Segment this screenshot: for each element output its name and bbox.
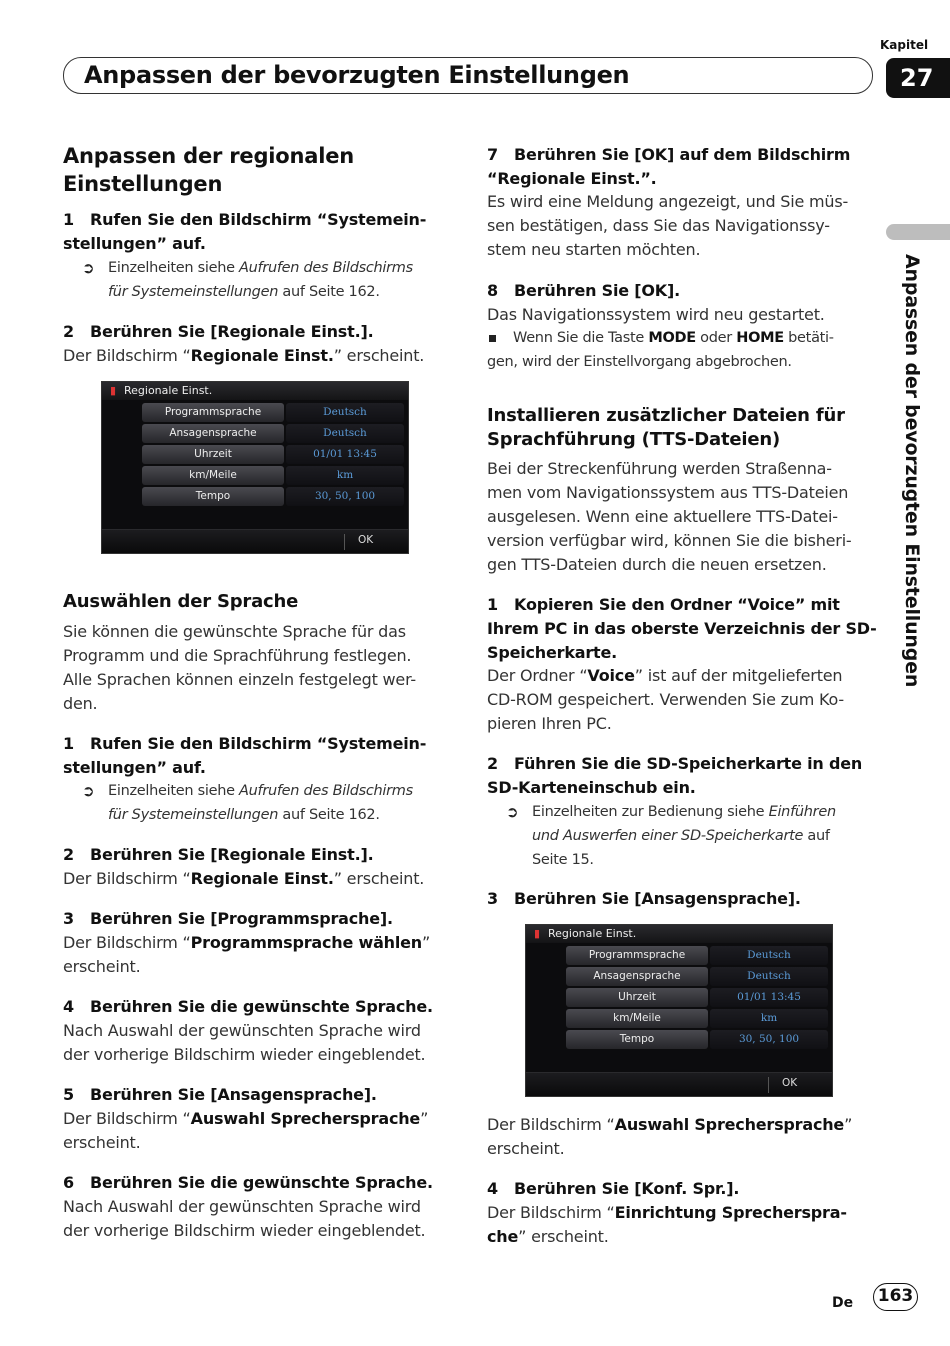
text: Der Ordner “	[487, 666, 588, 685]
setting-value: km	[286, 466, 404, 485]
text-line: Programm und die Sprachführung festlegen.	[63, 646, 412, 665]
note-text: Einzelheiten siehe	[108, 783, 240, 799]
arrow-icon: ➲	[82, 259, 95, 277]
note-text-end: auf Seite 162.	[278, 807, 380, 823]
tts-step-2-line2: SD-Karteneinschub ein.	[487, 778, 696, 797]
setting-row[interactable]	[142, 487, 404, 506]
lang-step-4-body	[63, 1019, 458, 1067]
setting-value: Deutsch	[710, 967, 828, 986]
text: ” erscheint.	[333, 346, 425, 365]
setting-label[interactable]: Uhrzeit	[566, 988, 708, 1007]
text: ” erscheint.	[333, 869, 425, 888]
page-title-bar	[63, 57, 873, 94]
text: Der Bildschirm “	[63, 869, 191, 888]
lang-step-1-note	[63, 779, 458, 827]
step-7-line1: 7 Berühren Sie [OK] auf dem Bildschirm	[487, 145, 851, 164]
setting-label[interactable]: Tempo	[142, 487, 284, 506]
note-text: betäti-	[783, 330, 834, 346]
text-line: den.	[63, 694, 98, 713]
lang-step-3-body	[63, 931, 458, 979]
tts-intro	[487, 457, 879, 577]
text: Der Bildschirm “	[63, 1109, 191, 1128]
setting-row[interactable]	[142, 403, 404, 422]
device-screen-regional-2	[525, 924, 833, 1097]
tts-step-1-body	[487, 664, 879, 736]
screen-name-cont: che	[487, 1227, 519, 1246]
note-text: Wenn Sie die Taste	[513, 330, 649, 346]
side-chapter-label: Anpassen der bevorzugten Einstellungen	[901, 254, 923, 688]
setting-label[interactable]: km/Meile	[566, 1009, 708, 1028]
step-2-heading: 2 Berühren Sie [Regionale Einst.].	[63, 322, 374, 341]
screen-name: Auswahl Sprechersprache	[614, 1115, 845, 1134]
device-screen-regional-1	[101, 381, 409, 554]
screen-name: Auswahl Sprechersprache	[190, 1109, 421, 1128]
setting-row[interactable]	[566, 988, 828, 1007]
page-number: 163	[873, 1283, 918, 1311]
heading-select-language: Auswählen der Sprache	[63, 591, 299, 612]
tts-step-4-heading: 4 Berühren Sie [Konf. Spr.].	[487, 1179, 740, 1198]
screen-name: Regionale Einst.	[190, 346, 334, 365]
setting-label[interactable]: Programmsprache	[566, 946, 708, 965]
text: ” ist auf der mitgelieferten	[634, 666, 843, 685]
tts-step-1-line3: Speicherkarte.	[487, 643, 618, 662]
lang-step-5-body	[63, 1107, 458, 1155]
setting-row[interactable]	[142, 466, 404, 485]
tts-step-1-line1: 1 Kopieren Sie den Ordner “Voice” mit	[487, 595, 840, 614]
step-8-heading: 8 Berühren Sie [OK].	[487, 281, 680, 300]
step-7-body	[487, 190, 879, 262]
screen-bottom-bar	[526, 1072, 832, 1096]
divider	[768, 1077, 769, 1093]
text-line: men vom Navigationssystem aus TTS-Dateien	[487, 483, 849, 502]
text-line: Nach Auswahl der gewünschten Sprache wird	[63, 1021, 421, 1040]
setting-value: km	[710, 1009, 828, 1028]
tts-step-2-line1: 2 Führen Sie die SD-Speicherkarte in den	[487, 754, 863, 773]
text: ”	[844, 1115, 853, 1134]
screen-name: Programmsprache wählen	[190, 933, 422, 952]
arrow-icon: ➲	[506, 803, 519, 821]
text-line: CD-ROM gespeichert. Verwenden Sie zum Ko-	[487, 690, 844, 709]
text: erscheint.	[63, 957, 141, 976]
heading-line: Installieren zusätzlicher Dateien für	[487, 405, 845, 426]
setting-value: Deutsch	[286, 424, 404, 443]
tts-step-4-body	[487, 1201, 879, 1249]
setting-value: 01/01 13:45	[286, 445, 404, 464]
text: ” erscheint.	[518, 1227, 609, 1246]
reference-link-cont[interactable]: für Systemeinstellungen	[108, 284, 279, 300]
screen-titlebar	[102, 382, 408, 400]
lang-step-6-body	[63, 1195, 458, 1243]
text-line: version verfügbar wird, können Sie die bisheri-	[487, 531, 852, 550]
text-line: stem neu starten möchten.	[487, 240, 701, 259]
lang-step-6-heading: 6 Berühren Sie die gewünschte Sprache.	[63, 1173, 433, 1192]
reference-link[interactable]: Einführen	[768, 804, 836, 820]
text-line: sen bestätigen, dass Sie das Navigationssy-	[487, 216, 830, 235]
reference-link-cont[interactable]: für Systemeinstellungen	[108, 807, 279, 823]
language-code: De	[832, 1295, 854, 1311]
screen-name: Regionale Einst.	[190, 869, 334, 888]
lang-step-1-line2: stellungen” auf.	[63, 758, 206, 777]
reference-link[interactable]: Aufrufen des Bildschirms	[239, 260, 413, 276]
step-1-heading-line1: 1 Rufen Sie den Bildschirm “Systemein-	[63, 210, 427, 229]
text-line: der vorherige Bildschirm wieder eingeblendet.	[63, 1221, 426, 1240]
text: ”	[420, 1109, 429, 1128]
screen-title: Regionale Einst.	[548, 927, 637, 940]
text-line: Alle Sprachen können einzeln festgelegt wer-	[63, 670, 416, 689]
setting-row[interactable]	[142, 445, 404, 464]
setting-value: Deutsch	[710, 946, 828, 965]
note-text-end: auf Seite 162.	[278, 284, 380, 300]
note-text: auf	[803, 828, 830, 844]
setting-row[interactable]	[566, 1009, 828, 1028]
divider	[344, 534, 345, 550]
tts-step-3-body	[487, 1113, 879, 1161]
setting-value: 30, 50, 100	[286, 487, 404, 506]
ok-button[interactable]: OK	[782, 1077, 798, 1089]
screen-name: Einrichtung Sprecherspra-	[614, 1203, 847, 1222]
lang-step-3-heading: 3 Berühren Sie [Programmsprache].	[63, 909, 393, 928]
folder-name: Voice	[587, 666, 635, 685]
note-text-line2: gen, wird der Einstellvorgang abgebrochen.	[487, 354, 792, 370]
step-1-note	[63, 256, 458, 304]
screen-bottom-bar	[102, 529, 408, 553]
setting-label[interactable]: Programmsprache	[142, 403, 284, 422]
setting-label[interactable]: Ansagensprache	[566, 967, 708, 986]
text-line: pieren Ihren PC.	[487, 714, 612, 733]
note-text: Einzelheiten siehe	[108, 260, 240, 276]
setting-label[interactable]: Uhrzeit	[142, 445, 284, 464]
lang-step-4-heading: 4 Berühren Sie die gewünschte Sprache.	[63, 997, 433, 1016]
text-line: Sie können die gewünschte Sprache für das	[63, 622, 406, 641]
ok-button[interactable]: OK	[358, 534, 374, 546]
setting-row[interactable]	[566, 1030, 828, 1049]
side-tab-marker	[886, 224, 950, 240]
home-key-label: HOME	[736, 330, 784, 346]
chapter-number: 27	[886, 58, 950, 98]
lang-step-2-heading: 2 Berühren Sie [Regionale Einst.].	[63, 845, 374, 864]
step-2-body	[63, 344, 458, 368]
heading-tts-install	[487, 404, 879, 452]
reference-link[interactable]: Aufrufen des Bildschirms	[239, 783, 413, 799]
setting-value: Deutsch	[286, 403, 404, 422]
screen-title: Regionale Einst.	[124, 384, 213, 397]
setting-label[interactable]: km/Meile	[142, 466, 284, 485]
text: Der Bildschirm “	[63, 346, 191, 365]
setting-value: 01/01 13:45	[710, 988, 828, 1007]
device-icon: ▮	[110, 384, 117, 397]
heading-line: Sprachführung (TTS-Dateien)	[487, 429, 781, 450]
step-1-heading-line2: stellungen” auf.	[63, 234, 206, 253]
lang-step-1-line1: 1 Rufen Sie den Bildschirm “Systemein-	[63, 734, 427, 753]
text: Der Bildschirm “	[487, 1115, 615, 1134]
setting-label[interactable]: Tempo	[566, 1030, 708, 1049]
bullet-square-icon	[489, 335, 496, 342]
step-8-body: Das Navigationssystem wird neu gestartet.	[487, 305, 825, 324]
note-text: Seite 15.	[532, 852, 594, 868]
text: Der Bildschirm “	[487, 1203, 615, 1222]
language-intro	[63, 620, 458, 716]
setting-row[interactable]	[566, 946, 828, 965]
text: Der Bildschirm “	[63, 933, 191, 952]
screen-titlebar	[526, 925, 832, 943]
step-8-note	[487, 326, 879, 374]
tts-step-2-note	[487, 800, 879, 872]
setting-value: 30, 50, 100	[710, 1030, 828, 1049]
reference-link-cont[interactable]: und Auswerfen einer SD-Speicherkarte	[532, 828, 804, 844]
text-line: der vorherige Bildschirm wieder eingeblendet.	[63, 1045, 426, 1064]
text-line: Es wird eine Meldung angezeigt, und Sie müs-	[487, 192, 849, 211]
heading-regional-settings: Anpassen der regionalen Einstellungen	[63, 144, 355, 196]
step-7-line2: “Regionale Einst.”.	[487, 169, 657, 188]
note-text: Einzelheiten zur Bedienung siehe	[532, 804, 769, 820]
text-line: Nach Auswahl der gewünschten Sprache wird	[63, 1197, 421, 1216]
tts-step-3-heading: 3 Berühren Sie [Ansagensprache].	[487, 889, 801, 908]
setting-row[interactable]	[142, 424, 404, 443]
device-icon: ▮	[534, 927, 541, 940]
setting-row[interactable]	[566, 967, 828, 986]
tts-step-1-line2: Ihrem PC in das oberste Verzeichnis der SD-	[487, 619, 877, 638]
text-line: gen TTS-Dateien durch die neuen ersetzen.	[487, 555, 827, 574]
note-text: oder	[695, 330, 737, 346]
page-title: Anpassen der bevorzugten Einstellungen	[84, 61, 630, 89]
text: ”	[422, 933, 431, 952]
lang-step-5-heading: 5 Berühren Sie [Ansagensprache].	[63, 1085, 377, 1104]
mode-key-label: MODE	[648, 330, 696, 346]
text: erscheint.	[487, 1139, 565, 1158]
text: erscheint.	[63, 1133, 141, 1152]
kapitel-label: Kapitel	[880, 38, 929, 52]
arrow-icon: ➲	[82, 782, 95, 800]
setting-label[interactable]: Ansagensprache	[142, 424, 284, 443]
text-line: ausgelesen. Wenn eine aktuellere TTS-Datei-	[487, 507, 838, 526]
lang-step-2-body	[63, 867, 458, 891]
text-line: Bei der Streckenführung werden Straßenna-	[487, 459, 832, 478]
